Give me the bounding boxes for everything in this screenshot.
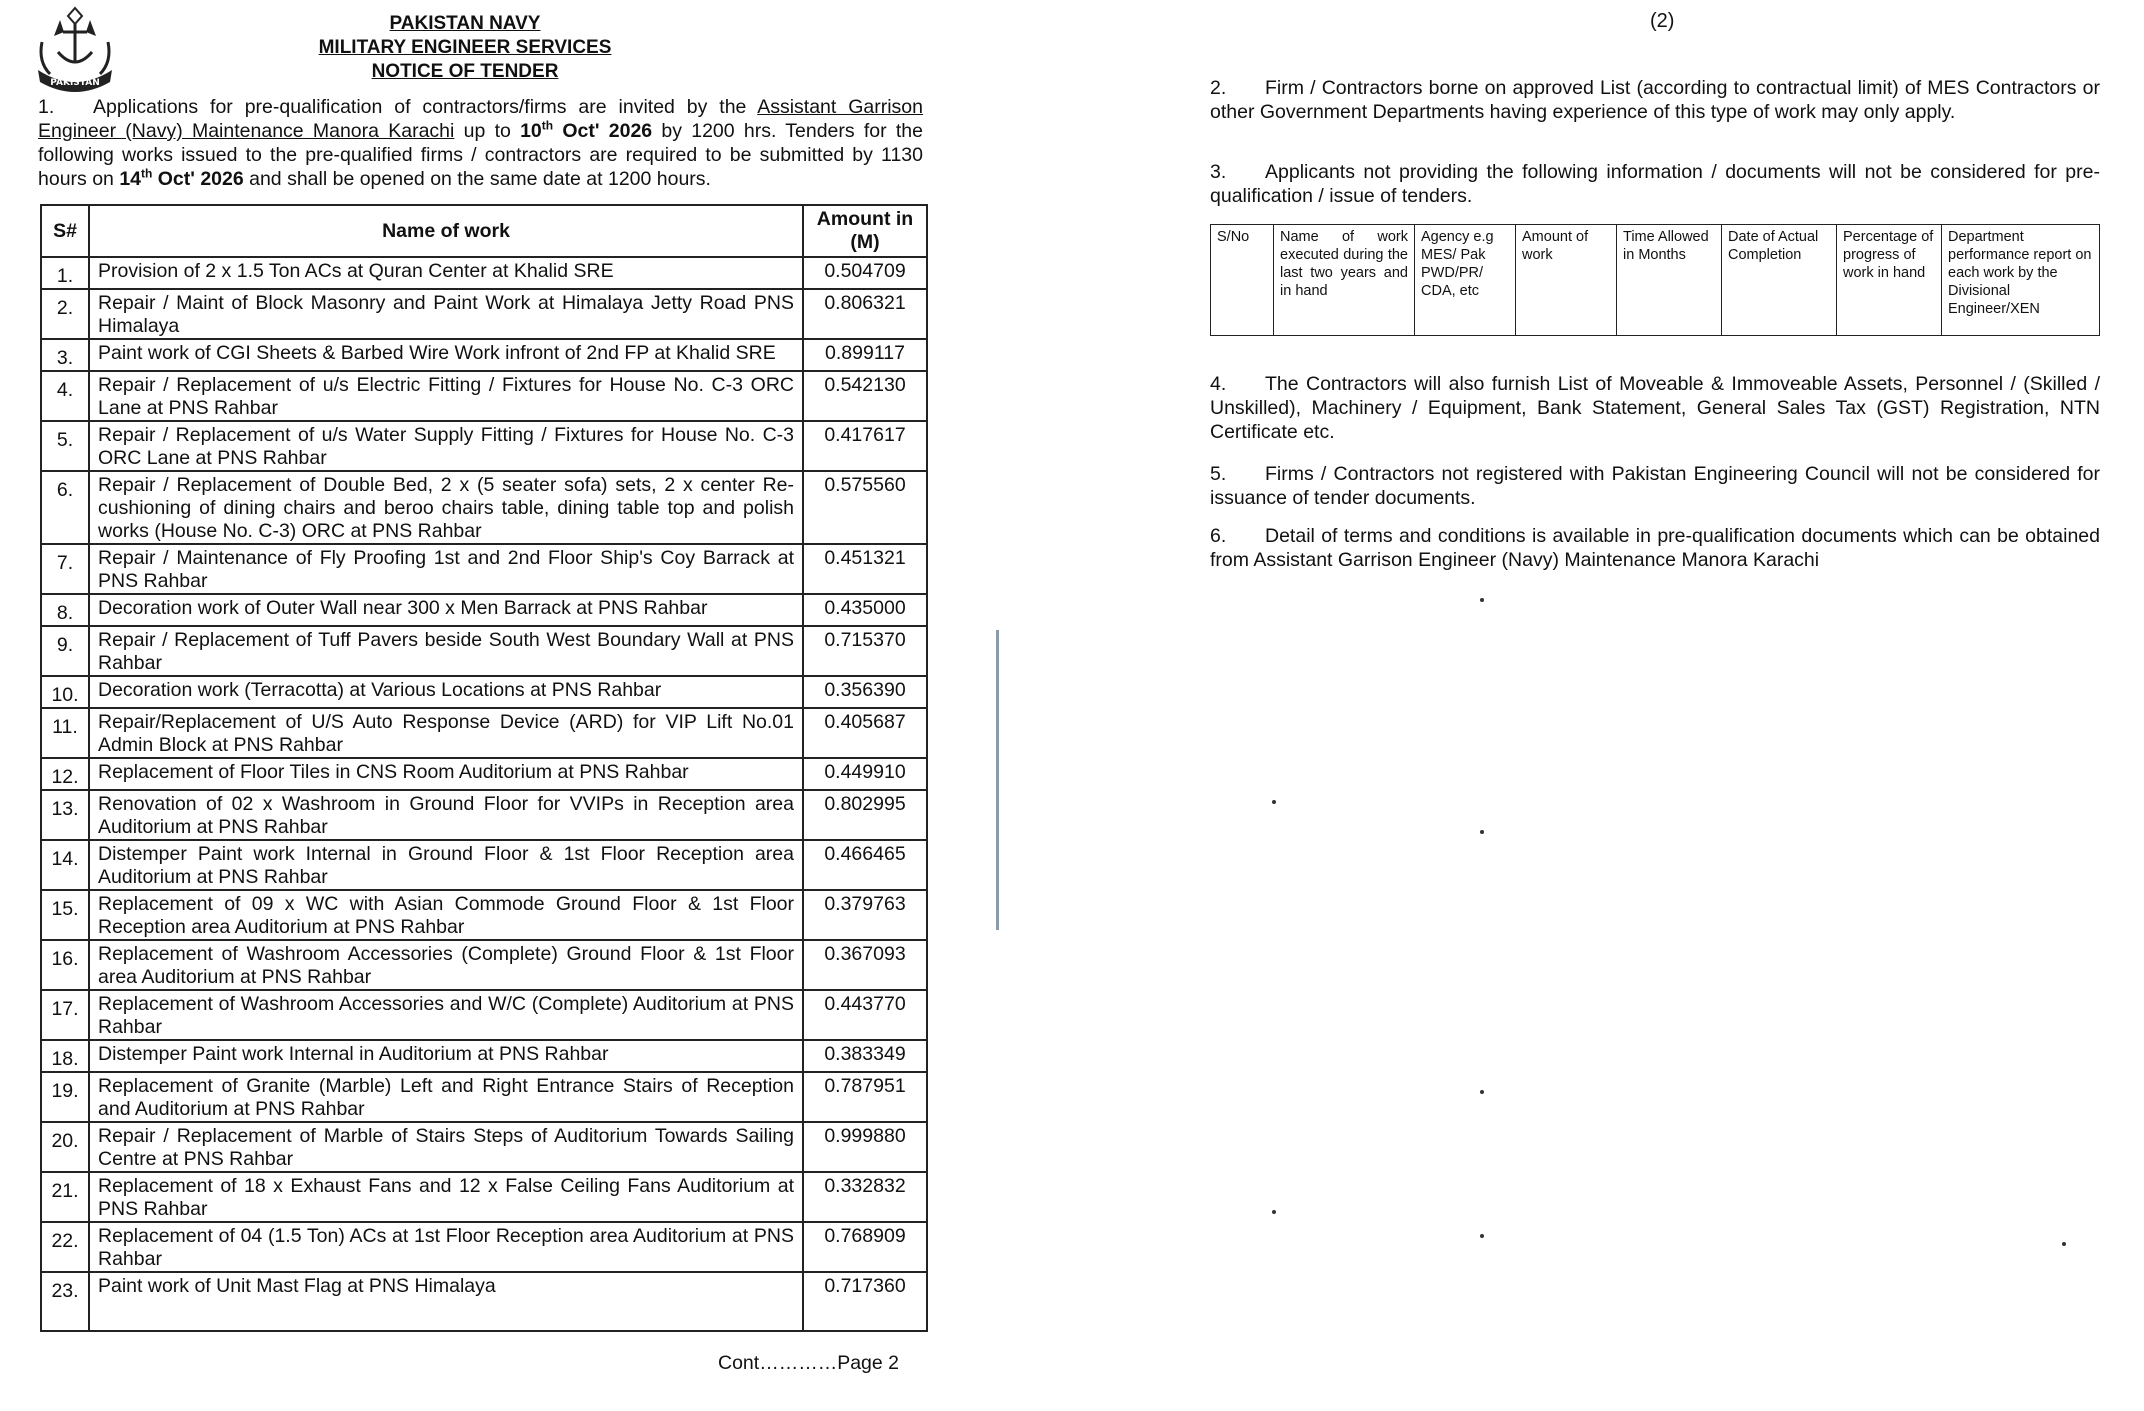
row-amount: 0.806321 (803, 289, 927, 339)
scan-speck (2062, 1242, 2066, 1246)
table-row (41, 471, 927, 544)
para-5-text: Firms / Contractors not registered with Pakistan Engineering Council will not be considered for issuance of tender documents. (1210, 463, 2100, 509)
row-sno: 6. (41, 471, 89, 544)
row-amount: 0.367093 (803, 940, 927, 990)
pakistan-navy-emblem-logo (30, 2, 120, 92)
info-col-work: Name of work executed during the last two years and in hand (1274, 225, 1415, 336)
row-work-name: Repair / Replacement of Marble of Stairs Steps of Auditorium Towards Sailing Centre at PNS Rahbar (89, 1122, 803, 1172)
row-amount: 0.466465 (803, 840, 927, 890)
svg-text:PAKISTAN: PAKISTAN (50, 78, 100, 88)
row-sno: 21. (41, 1172, 89, 1222)
para-3-text: Applicants not providing the following information / documents will not be considered for pre-qualification / issue of tenders. (1210, 161, 2100, 207)
row-amount: 0.332832 (803, 1172, 927, 1222)
row-work-name: Repair / Replacement of Tuff Pavers beside South West Boundary Wall at PNS Rahbar (89, 626, 803, 676)
row-sno: 17. (41, 990, 89, 1040)
row-work-name: Distemper Paint work Internal in Ground Floor & 1st Floor Reception area Auditorium at PNS Rahbar (89, 840, 803, 890)
continued-note: Cont…………Page 2 (718, 1352, 899, 1374)
row-amount: 0.356390 (803, 676, 927, 708)
table-row (41, 1040, 927, 1072)
row-work-name: Replacement of Floor Tiles in CNS Room Auditorium at PNS Rahbar (89, 758, 803, 790)
scan-speck (1272, 800, 1276, 804)
table-row (41, 594, 927, 626)
row-sno: 15. (41, 890, 89, 940)
table-row (41, 1272, 927, 1331)
submission-date: 14th Oct' 2026 (119, 166, 244, 190)
page-number: (2) (1650, 10, 1675, 32)
table-row (41, 676, 927, 708)
row-amount: 0.999880 (803, 1122, 927, 1172)
col-amount: Amount in (M) (803, 205, 927, 257)
info-col-progress: Percentage of progress of work in hand (1837, 225, 1942, 336)
info-col-performance: Department performance report on each work by the Divisional Engineer/XEN (1942, 225, 2100, 336)
info-table (1210, 224, 2100, 336)
table-row (41, 940, 927, 990)
row-amount: 0.542130 (803, 371, 927, 421)
header-dept: MILITARY ENGINEER SERVICES (318, 37, 612, 58)
para-1-text-3: by 1200 hrs. Tenders for the following works issued to the pre-qualified firms / contractors are required to be submitted by 1130 hours on (38, 120, 924, 190)
row-amount: 0.405687 (803, 708, 927, 758)
row-amount: 0.717360 (803, 1272, 927, 1331)
para-1-text-4: and shall be opened on the same date at 1200 hours. (243, 168, 711, 190)
info-col-completion: Date of Actual Completion (1722, 225, 1837, 336)
row-amount: 0.787951 (803, 1072, 927, 1122)
row-work-name: Paint work of CGI Sheets & Barbed Wire Work infront of 2nd FP at Khalid SRE (89, 339, 803, 371)
row-sno: 11. (41, 708, 89, 758)
tender-page-1 (0, 0, 1000, 1411)
para-2 (1210, 76, 2100, 124)
works-table-header (41, 205, 927, 257)
table-row (41, 890, 927, 940)
row-work-name: Repair / Replacement of u/s Water Supply Fitting / Fixtures for House No. C-3 ORC Lane at PNS Rahbar (89, 421, 803, 471)
table-row (41, 371, 927, 421)
row-work-name: Replacement of 09 x WC with Asian Commode Ground Floor & 1st Floor Reception area Auditorium at PNS Rahbar (89, 890, 803, 940)
works-table (40, 204, 928, 1332)
para-4 (1210, 372, 2100, 444)
row-amount: 0.899117 (803, 339, 927, 371)
para-1-number: 1. (38, 96, 55, 118)
para-1 (38, 95, 923, 191)
table-row (41, 1122, 927, 1172)
row-work-name: Decoration work (Terracotta) at Various Locations at PNS Rahbar (89, 676, 803, 708)
table-row (41, 257, 927, 289)
row-sno: 19. (41, 1072, 89, 1122)
row-sno: 4. (41, 371, 89, 421)
table-row (41, 626, 927, 676)
row-sno: 2. (41, 289, 89, 339)
col-sno: S# (41, 205, 89, 257)
row-sno: 18. (41, 1040, 89, 1072)
row-amount: 0.443770 (803, 990, 927, 1040)
row-work-name: Decoration work of Outer Wall near 300 x Men Barrack at PNS Rahbar (89, 594, 803, 626)
row-amount: 0.417617 (803, 421, 927, 471)
table-row (41, 758, 927, 790)
row-amount: 0.575560 (803, 471, 927, 544)
office-name: Assistant Garrison Engineer (Navy) Maintenance Manora Karachi (38, 96, 923, 142)
table-row (41, 990, 927, 1040)
row-amount: 0.383349 (803, 1040, 927, 1072)
info-col-sno: S/No (1211, 225, 1274, 336)
row-work-name: Replacement of 04 (1.5 Ton) ACs at 1st Floor Reception area Auditorium at PNS Rahbar (89, 1222, 803, 1272)
scan-speck (1480, 1090, 1484, 1094)
para-6-number: 6. (1210, 525, 1227, 547)
page-fold-shadow (996, 630, 999, 930)
para-2-text: Firm / Contractors borne on approved List (according to contractual limit) of MES Contractors or other Government Departments having experience of this type of work may only apply. (1210, 77, 2100, 123)
scan-speck (1480, 830, 1484, 834)
row-work-name: Replacement of Granite (Marble) Left and Right Entrance Stairs of Reception and Auditorium at PNS Rahbar (89, 1072, 803, 1122)
para-2-number: 2. (1210, 77, 1227, 99)
row-sno: 8. (41, 594, 89, 626)
header-title: NOTICE OF TENDER (371, 61, 559, 82)
para-5-number: 5. (1210, 463, 1227, 485)
tender-page-2 (1190, 0, 2140, 1411)
row-amount: 0.379763 (803, 890, 927, 940)
table-row (41, 421, 927, 471)
row-amount: 0.449910 (803, 758, 927, 790)
row-sno: 20. (41, 1122, 89, 1172)
row-work-name: Repair / Maintenance of Fly Proofing 1st and 2nd Floor Ship's Coy Barrack at PNS Rahbar (89, 544, 803, 594)
info-col-agency: Agency e.g MES/ Pak PWD/PR/ CDA, etc (1415, 225, 1516, 336)
row-work-name: Paint work of Unit Mast Flag at PNS Himalaya (89, 1272, 803, 1331)
table-row (41, 840, 927, 890)
para-5 (1210, 462, 2100, 510)
para-1-text: Applications for pre-qualification of contractors/firms are invited by the (93, 96, 758, 118)
para-3 (1210, 160, 2100, 208)
para-4-number: 4. (1210, 373, 1227, 395)
row-amount: 0.435000 (803, 594, 927, 626)
row-sno: 3. (41, 339, 89, 371)
scan-speck (1272, 1210, 1276, 1214)
row-work-name: Renovation of 02 x Washroom in Ground Floor for VVIPs in Reception area Auditorium at PNS Rahbar (89, 790, 803, 840)
para-1-text-2: up to (454, 120, 521, 142)
row-work-name: Repair / Replacement of Double Bed, 2 x (5 seater sofa) sets, 2 x center Re-cushioning of dining chairs and beroo chairs table, dining table top and polish works (House No. C-3) ORC at PNS Rahbar (89, 471, 803, 544)
row-work-name: Repair/Replacement of U/S Auto Response Device (ARD) for VIP Lift No.01 Admin Block at PNS Rahbar (89, 708, 803, 758)
table-row (41, 544, 927, 594)
table-row (41, 1072, 927, 1122)
para-6 (1210, 524, 2100, 572)
row-sno: 14. (41, 840, 89, 890)
row-amount: 0.504709 (803, 257, 927, 289)
scan-speck (1480, 1234, 1484, 1238)
row-work-name: Distemper Paint work Internal in Auditorium at PNS Rahbar (89, 1040, 803, 1072)
col-name: Name of work (89, 205, 803, 257)
scan-speck (1480, 598, 1484, 602)
row-sno: 23. (41, 1272, 89, 1331)
table-row (41, 289, 927, 339)
para-4-text: The Contractors will also furnish List of Moveable & Immoveable Assets, Personnel / (Skilled / Unskilled), Machinery / Equipment, Bank Statement, General Sales Tax (GST) Registration, NTN Certificate etc. (1210, 373, 2100, 443)
row-sno: 9. (41, 626, 89, 676)
table-row (41, 1222, 927, 1272)
row-work-name: Provision of 2 x 1.5 Ton ACs at Quran Center at Khalid SRE (89, 257, 803, 289)
info-table-header (1211, 225, 2100, 336)
row-sno: 7. (41, 544, 89, 594)
row-sno: 12. (41, 758, 89, 790)
row-work-name: Replacement of 18 x Exhaust Fans and 12 x False Ceiling Fans Auditorium at PNS Rahbar (89, 1172, 803, 1222)
para-6-text: Detail of terms and conditions is available in pre-qualification documents which can be obtained from Assistant Garrison Engineer (Navy) Maintenance Manora Karachi (1210, 525, 2100, 571)
row-work-name: Repair / Replacement of u/s Electric Fitting / Fixtures for House No. C-3 ORC Lane at PNS Rahbar (89, 371, 803, 421)
row-amount: 0.715370 (803, 626, 927, 676)
closing-date: 10th Oct' 2026 (520, 118, 653, 142)
header-org: PAKISTAN NAVY (389, 13, 541, 34)
row-amount: 0.451321 (803, 544, 927, 594)
row-work-name: Replacement of Washroom Accessories (Complete) Ground Floor & 1st Floor area Auditorium at PNS Rahbar (89, 940, 803, 990)
table-row (41, 790, 927, 840)
row-sno: 16. (41, 940, 89, 990)
row-amount: 0.802995 (803, 790, 927, 840)
row-sno: 5. (41, 421, 89, 471)
row-sno: 1. (41, 257, 89, 289)
notice-header (300, 12, 630, 84)
row-amount: 0.768909 (803, 1222, 927, 1272)
row-sno: 22. (41, 1222, 89, 1272)
info-col-time: Time Allowed in Months (1617, 225, 1722, 336)
info-col-amount: Amount of work (1516, 225, 1617, 336)
table-row (41, 339, 927, 371)
table-row (41, 1172, 927, 1222)
row-sno: 13. (41, 790, 89, 840)
row-work-name: Repair / Maint of Block Masonry and Paint Work at Himalaya Jetty Road PNS Himalaya (89, 289, 803, 339)
row-sno: 10. (41, 676, 89, 708)
row-work-name: Replacement of Washroom Accessories and W/C (Complete) Auditorium at PNS Rahbar (89, 990, 803, 1040)
para-3-number: 3. (1210, 161, 1227, 183)
table-row (41, 708, 927, 758)
